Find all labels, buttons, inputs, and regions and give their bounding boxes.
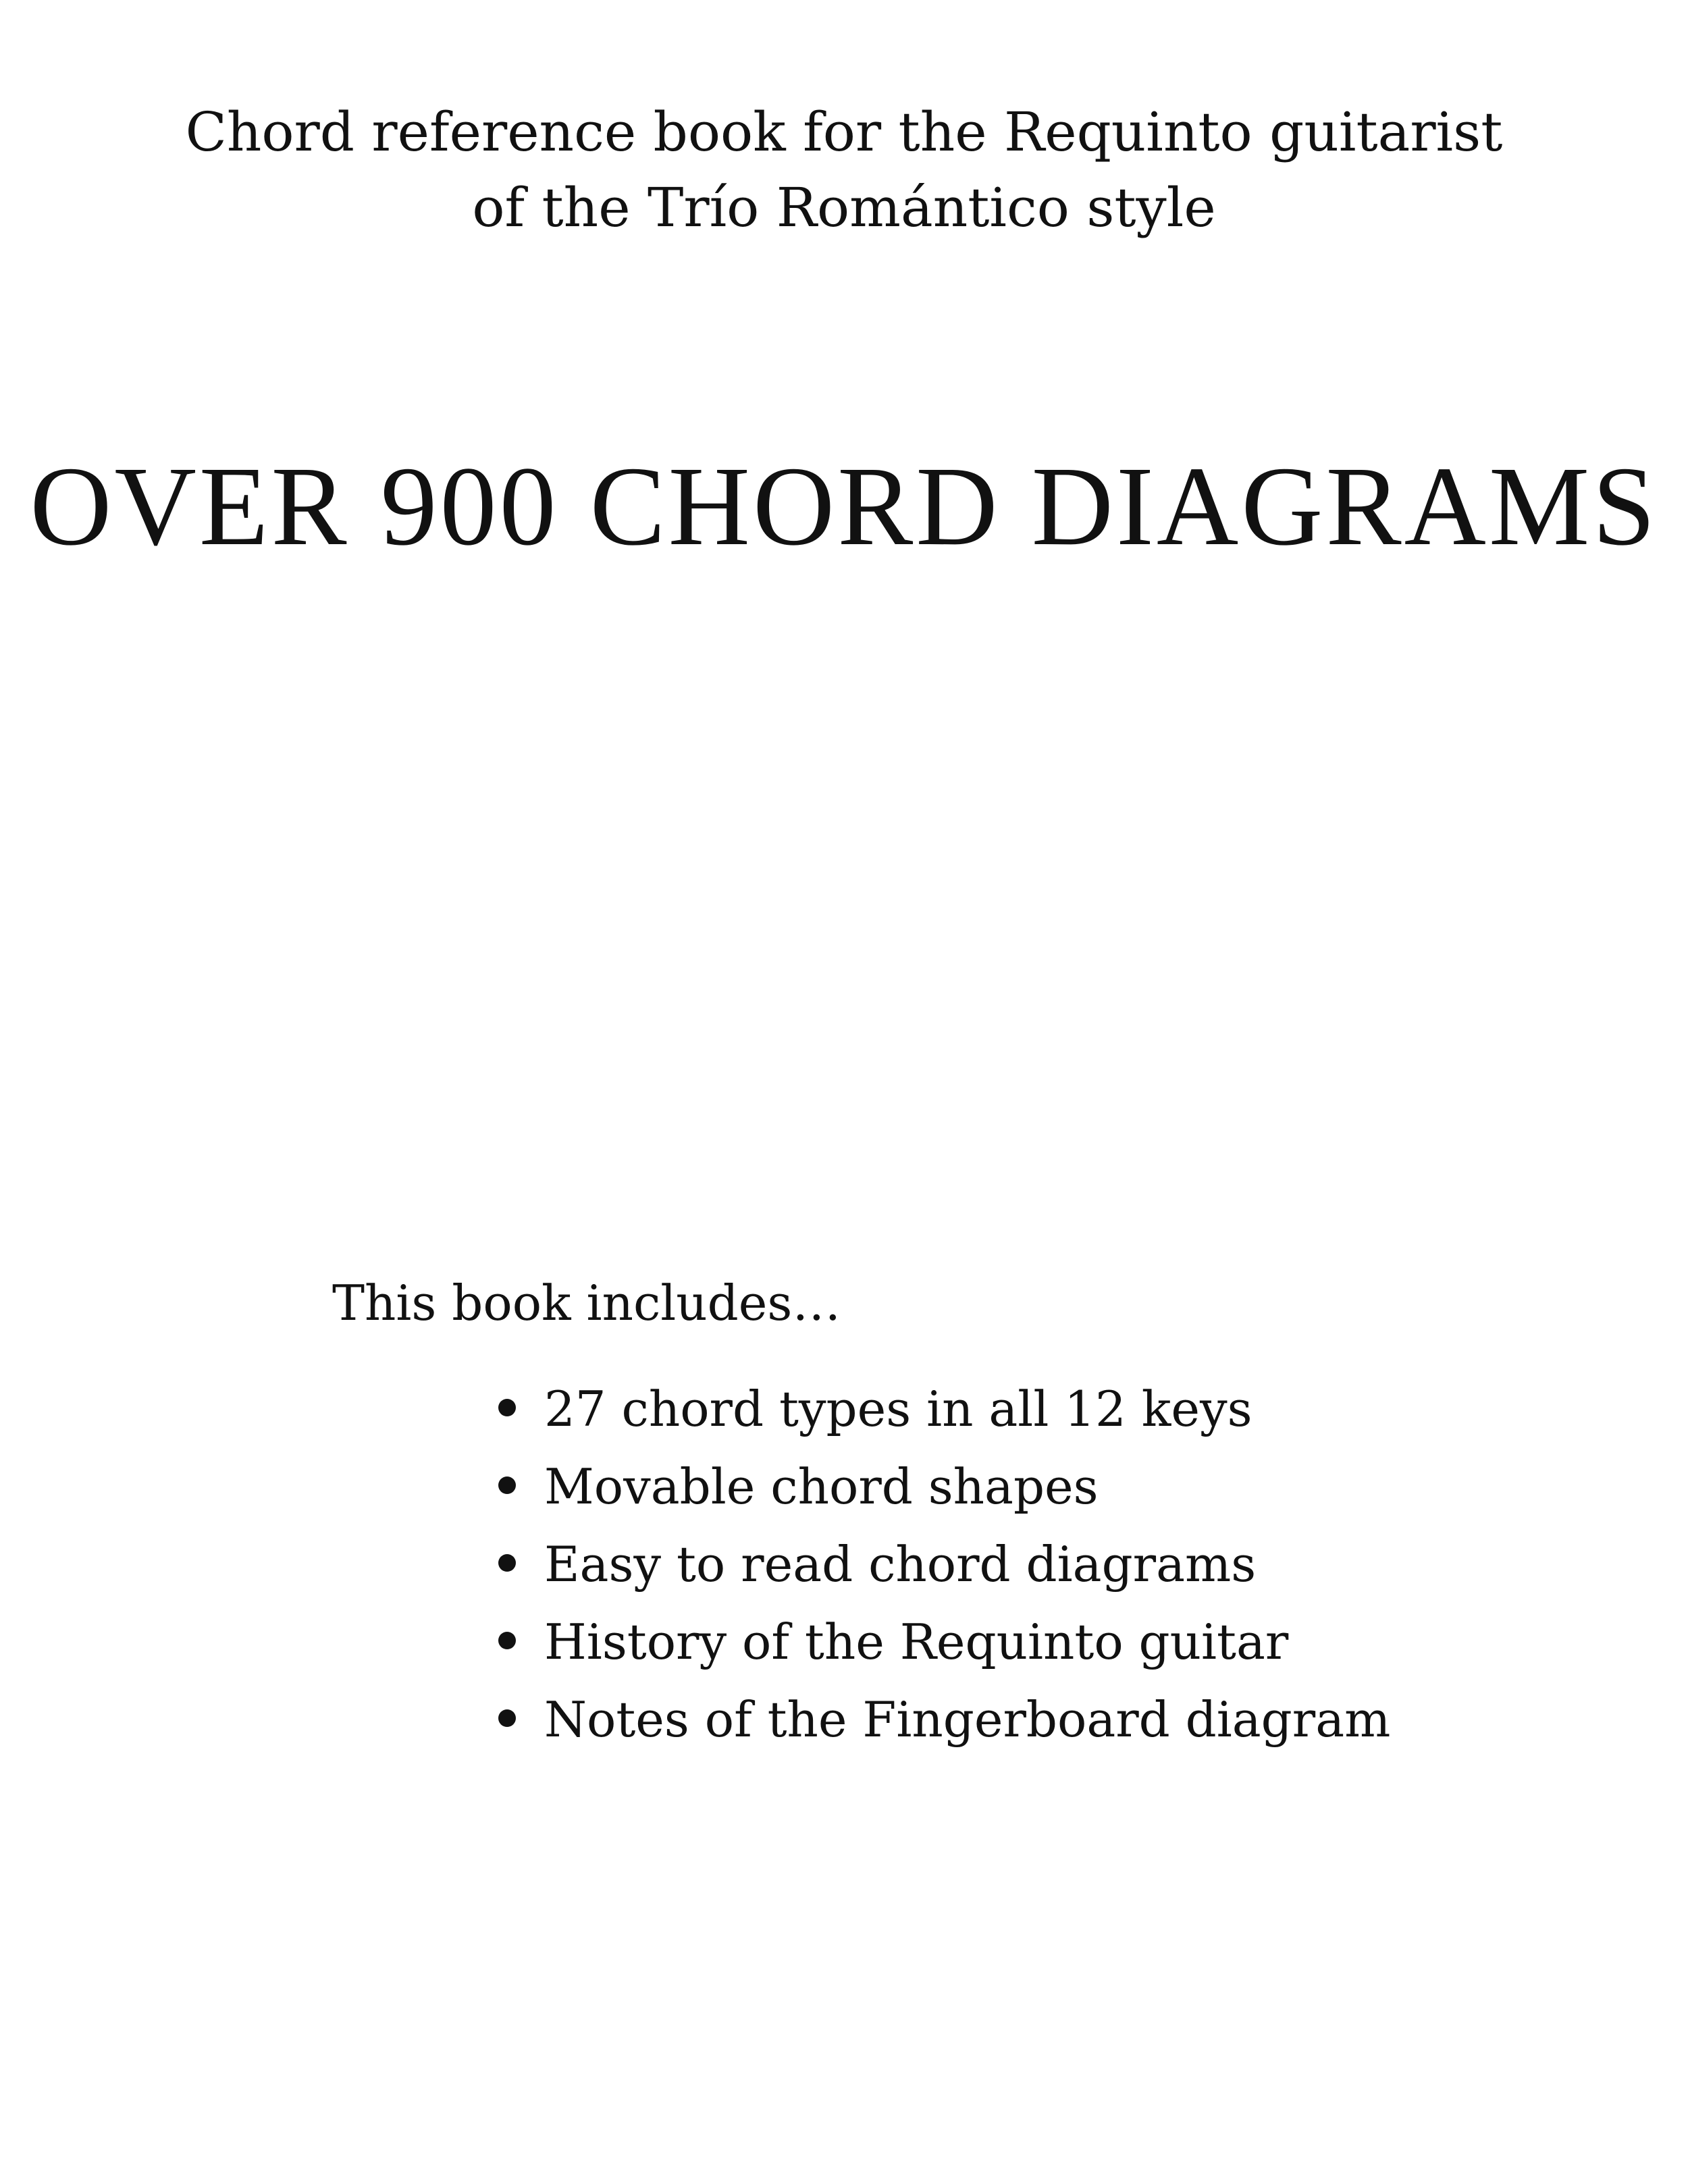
list-item-text: Notes of the Fingerboard diagram	[544, 1691, 1391, 1748]
bullet-icon	[498, 1554, 516, 1572]
list-item-text: History of the Requinto guitar	[544, 1614, 1289, 1670]
bullet-icon	[498, 1476, 516, 1494]
bullet-icon	[498, 1399, 516, 1416]
feature-list	[492, 1370, 1390, 1759]
subtitle-line-1: Chord reference book for the Requinto guitarist	[185, 101, 1503, 163]
list-item-text: Easy to read chord diagrams	[544, 1536, 1257, 1593]
list-item	[492, 1603, 1390, 1681]
list-item	[492, 1681, 1390, 1759]
subtitle	[0, 95, 1688, 246]
headline: OVER 900 CHORD DIAGRAMS	[30, 444, 1658, 569]
intro-text: This book includes…	[332, 1275, 841, 1331]
list-item-text: 27 chord types in all 12 keys	[544, 1381, 1252, 1437]
list-item-text: Movable chord shapes	[544, 1458, 1099, 1515]
bullet-icon	[498, 1632, 516, 1649]
list-item	[492, 1448, 1390, 1526]
bullet-icon	[498, 1709, 516, 1727]
subtitle-line-2: of the Trío Romántico style	[472, 176, 1216, 239]
list-item	[492, 1526, 1390, 1603]
list-item	[492, 1370, 1390, 1448]
